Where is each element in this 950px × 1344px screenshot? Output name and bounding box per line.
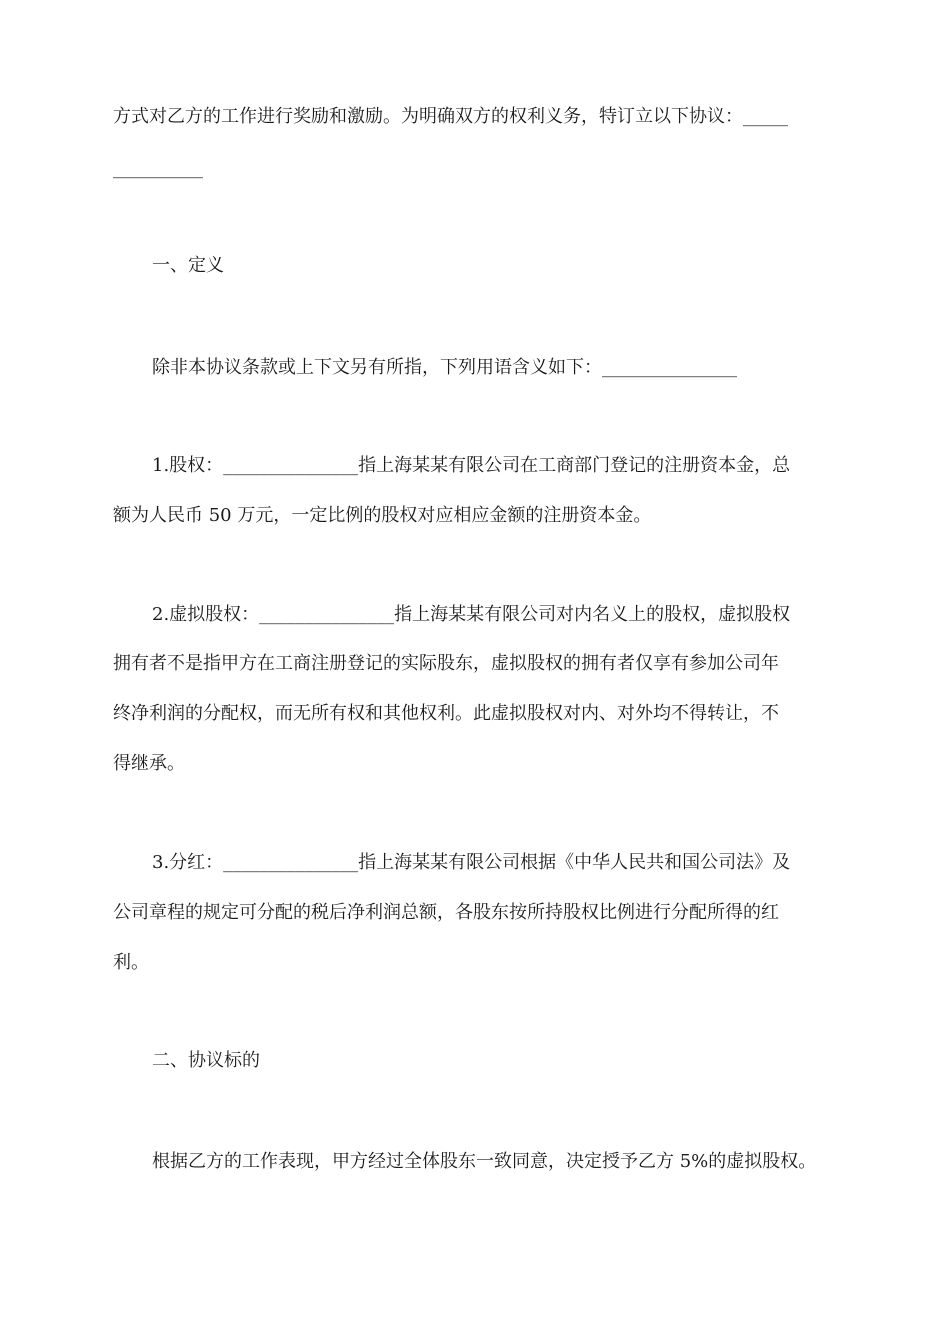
section-2-heading: 二、协议标的 (152, 1050, 260, 1071)
section-1-heading: 一、定义 (152, 255, 224, 276)
item-2-line-1: 2.虚拟股权：_______________指上海某某有限公司对内名义上的股权，虚拟股权 (152, 604, 791, 625)
item-2-line-3: 终净利润的分配权，而无所有权和其他权利。此虚拟股权对内、对外均不得转让，不 (113, 703, 779, 724)
item-1-line-1: 1.股权：_______________指上海某某有限公司在工商部门登记的注册资本金，总 (152, 455, 791, 476)
item-1-line-2: 额为人民币 50 万元，一定比例的股权对应相应金额的注册资本金。 (113, 505, 652, 526)
intro-line-1: 方式对乙方的工作进行奖励和激励。为明确双方的权利义务，特订立以下协议：_____ (113, 106, 788, 127)
section-1-lead: 除非本协议条款或上下文另有所指，下列用语含义如下：_______________ (152, 357, 737, 378)
item-2-line-4: 得继承。 (113, 753, 185, 774)
item-3-line-3: 利。 (113, 952, 149, 973)
item-3-line-2: 公司章程的规定可分配的税后净利润总额，各股东按所持股权比例进行分配所得的红 (113, 902, 779, 923)
intro-line-2: __________ (113, 158, 203, 179)
item-2-line-2: 拥有者不是指甲方在工商注册登记的实际股东，虚拟股权的拥有者仅享有参加公司年 (113, 653, 779, 674)
section-2-body: 根据乙方的工作表现，甲方经过全体股东一致同意，决定授予乙方 5%的虚拟股权。 (152, 1151, 817, 1172)
item-3-line-1: 3.分红：_______________指上海某某有限公司根据《中华人民共和国公司法》及 (152, 852, 791, 873)
